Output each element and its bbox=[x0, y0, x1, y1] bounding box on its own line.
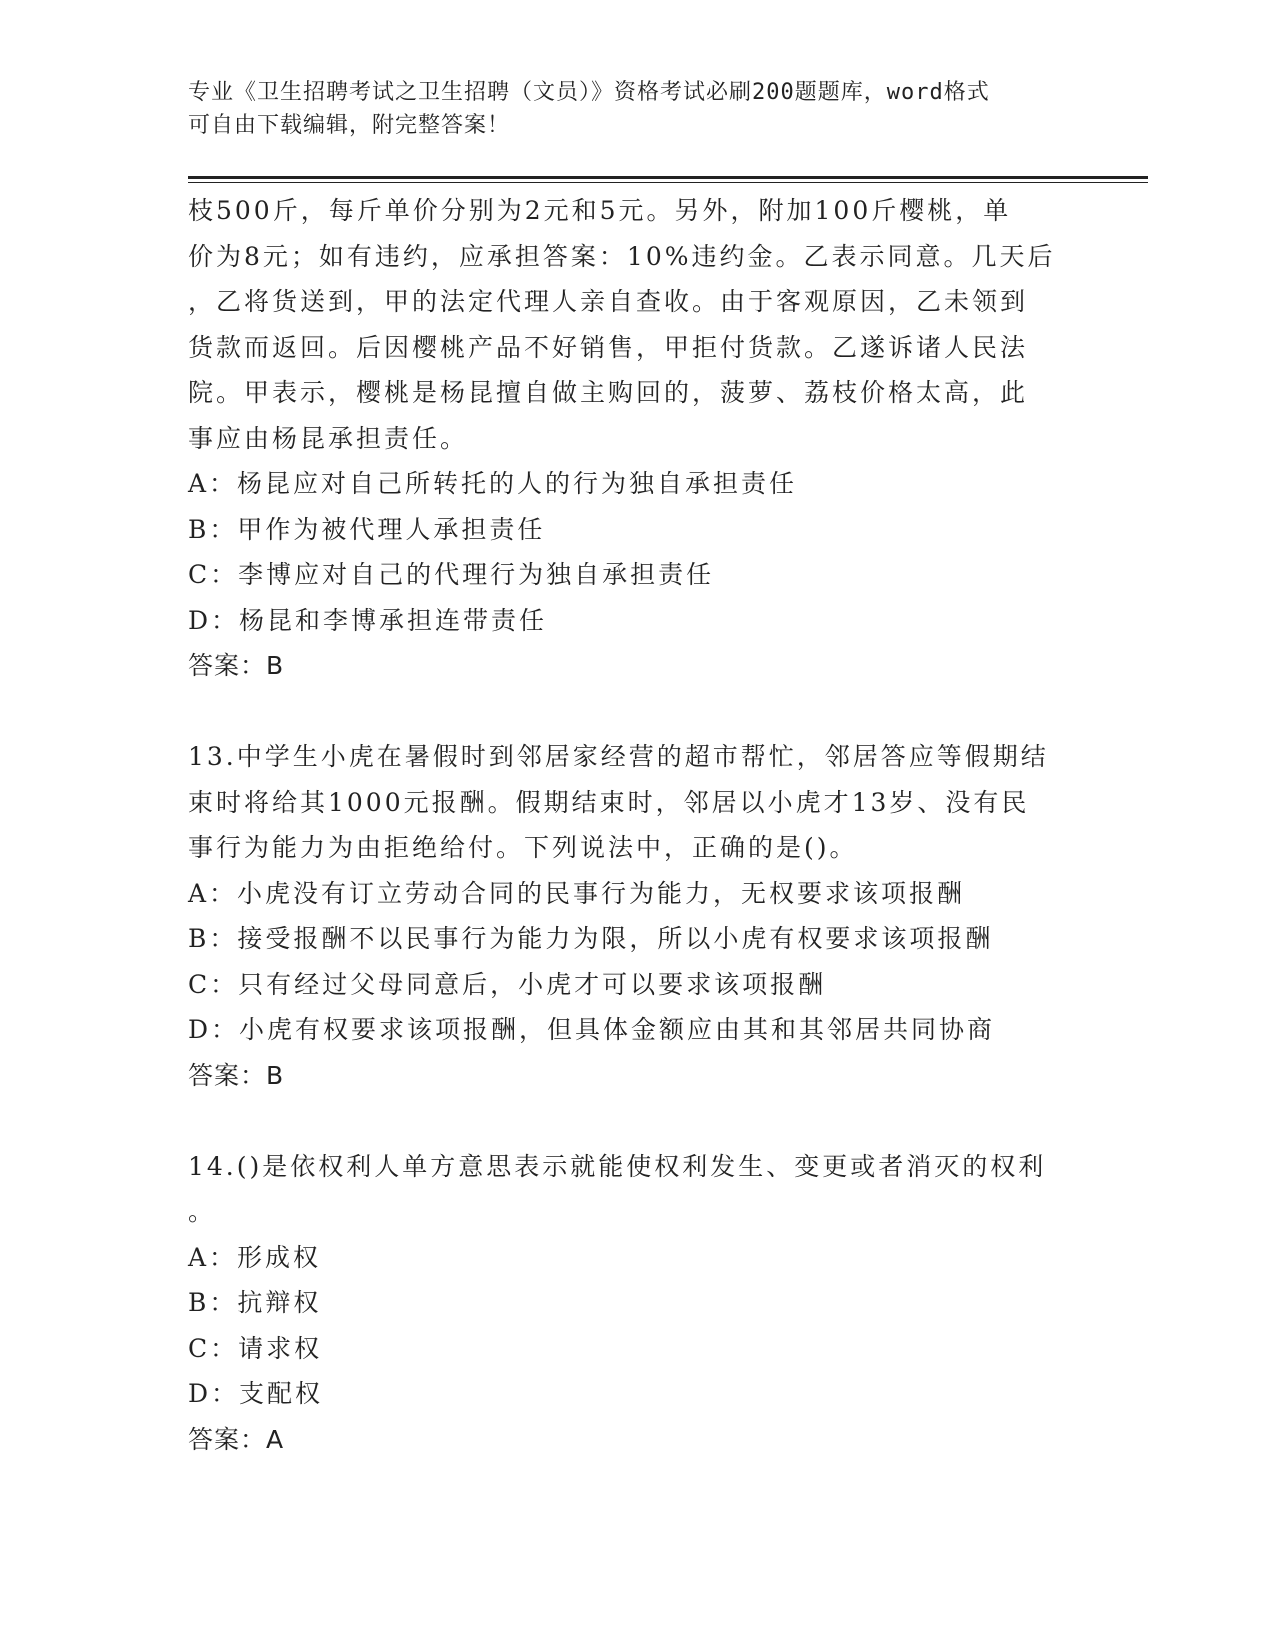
question-stem-line: 价为8元；如有违约，应承担答案：10%违约金。乙表示同意。几天后 bbox=[188, 241, 1056, 271]
question-13 bbox=[188, 734, 1068, 1098]
option-b: B：抗辩权 bbox=[188, 1288, 322, 1317]
question-12 bbox=[188, 188, 1068, 689]
answer-line: 答案：A bbox=[188, 1424, 285, 1454]
spacer bbox=[188, 1098, 1068, 1144]
header-line-1: 专业《卫生招聘考试之卫生招聘（文员）》资格考试必刷200题题库，word格式 bbox=[188, 80, 990, 105]
option-d: D：支配权 bbox=[188, 1379, 324, 1408]
option-c: C：请求权 bbox=[188, 1333, 323, 1363]
question-stem-line: 14.()是依权利人单方意思表示就能使权利发生、变更或者消灭的权利 bbox=[188, 1151, 1047, 1181]
option-a: A：形成权 bbox=[188, 1242, 322, 1272]
question-stem-line: 束时将给其1000元报酬。假期结束时，邻居以小虎才13岁、没有民 bbox=[188, 787, 1030, 817]
document-header bbox=[188, 76, 1088, 142]
option-d: D：小虎有权要求该项报酬，但具体金额应由其和其邻居共同协商 bbox=[188, 1015, 996, 1044]
question-stem-line: 事行为能力为由拒绝给付。下列说法中，正确的是()。 bbox=[188, 833, 858, 862]
option-b: B：接受报酬不以民事行为能力为限，所以小虎有权要求该项报酬 bbox=[188, 924, 994, 953]
answer-line: 答案：B bbox=[188, 651, 285, 680]
question-stem-line: 事应由杨昆承担责任。 bbox=[188, 423, 469, 453]
document-body bbox=[188, 188, 1068, 1462]
header-rule-thick bbox=[188, 176, 1148, 179]
option-c: C：只有经过父母同意后，小虎才可以要求该项报酬 bbox=[188, 969, 827, 999]
question-14 bbox=[188, 1144, 1068, 1463]
question-stem-line: 。 bbox=[188, 1197, 217, 1226]
question-stem-line: 货款而返回。后因樱桃产品不好销售，甲拒付货款。乙遂诉诸人民法 bbox=[188, 332, 1029, 362]
option-c: C：李博应对自己的代理行为独自承担责任 bbox=[188, 560, 715, 589]
option-d: D：杨昆和李博承担连带责任 bbox=[188, 605, 548, 635]
option-a: A：杨昆应对自己所转托的人的行为独自承担责任 bbox=[188, 469, 798, 498]
option-b: B：甲作为被代理人承担责任 bbox=[188, 514, 546, 544]
header-rule-thin bbox=[188, 182, 1148, 183]
question-stem-line: 13.中学生小虎在暑假时到邻居家经营的超市帮忙，邻居答应等假期结 bbox=[188, 742, 1049, 771]
question-stem-line: 枝500斤，每斤单价分别为2元和5元。另外，附加100斤樱桃，单 bbox=[188, 196, 1012, 225]
option-a: A：小虎没有订立劳动合同的民事行为能力，无权要求该项报酬 bbox=[188, 878, 966, 908]
question-stem-line: ，乙将货送到，甲的法定代理人亲自查收。由于客观原因，乙未领到 bbox=[188, 287, 1029, 316]
spacer bbox=[188, 689, 1068, 735]
header-line-2: 可自由下载编辑，附完整答案！ bbox=[188, 113, 511, 138]
question-stem-line: 院。甲表示，樱桃是杨昆擅自做主购回的，菠萝、荔枝价格太高，此 bbox=[188, 378, 1029, 407]
answer-line: 答案：B bbox=[188, 1060, 285, 1090]
